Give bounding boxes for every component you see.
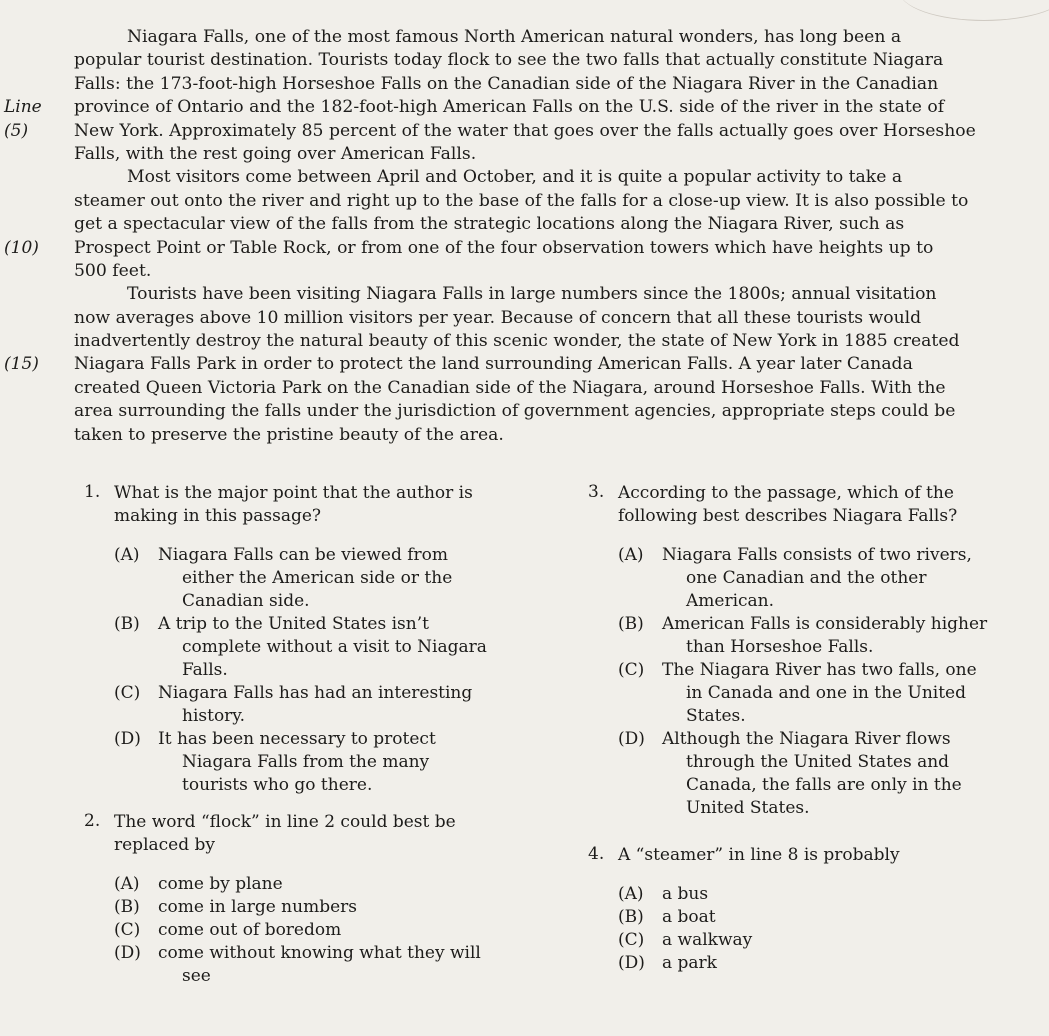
passage-line-text: New York. Approximately 85 percent of the water that goes over the falls actually goes over Horseshoe xyxy=(74,120,976,141)
page-corner-decoration xyxy=(899,0,1049,21)
questions-right-column xyxy=(588,482,1038,975)
line-number-marker: (15) xyxy=(4,354,39,375)
line-number-marker: Line xyxy=(4,97,42,118)
question-number: 3. xyxy=(588,482,605,502)
option-letter: (B) xyxy=(114,897,140,917)
passage-line-text: get a spectacular view of the falls from the strategic locations along the Niagara River, such as xyxy=(74,214,905,235)
option-text: American Falls is considerably higher xyxy=(662,614,988,634)
passage-line-text: Falls: the 173-foot-high Horseshoe Falls on the Canadian side of the Niagara River in the Canadian xyxy=(74,73,939,94)
passage-line xyxy=(0,143,1049,166)
option-letter: (D) xyxy=(114,943,141,963)
question-stem: A “steamer” in line 8 is probably xyxy=(618,845,900,865)
option-text: Niagara Falls from the many xyxy=(182,752,430,772)
passage-line-text: Falls, with the rest going over American Falls. xyxy=(74,143,477,164)
option-text: A trip to the United States isn’t xyxy=(158,614,429,634)
passage-line xyxy=(0,73,1049,96)
option-text: one Canadian and the other xyxy=(686,568,927,588)
passage-line-text: now averages above 10 million visitors per year. Because of concern that all these tourists would xyxy=(74,307,922,328)
answer-option xyxy=(618,952,1038,975)
question-stem: replaced by xyxy=(114,835,215,855)
answer-option xyxy=(618,728,1038,820)
questions-left-column xyxy=(84,482,534,988)
passage-line-text: Niagara Falls, one of the most famous North American natural wonders, has long been a xyxy=(127,27,902,47)
answer-option xyxy=(114,896,534,919)
question-stem: The word “flock” in line 2 could best be xyxy=(114,812,456,832)
passage-line xyxy=(0,330,1049,353)
answer-option xyxy=(618,883,1038,906)
passage-line-text: created Queen Victoria Park on the Canadian side of the Niagara, around Horseshoe Falls. With the xyxy=(74,377,946,398)
question-stem: following best describes Niagara Falls? xyxy=(618,506,958,526)
option-letter: (C) xyxy=(618,660,645,680)
passage-line-text: Prospect Point or Table Rock, or from one of the four observation towers which have heights up to xyxy=(74,237,934,258)
answer-option xyxy=(618,613,1038,659)
option-letter: (A) xyxy=(114,545,140,565)
passage-line xyxy=(0,190,1049,213)
option-text: see xyxy=(182,966,211,986)
option-text: a boat xyxy=(662,907,716,927)
option-text: a bus xyxy=(662,884,709,904)
option-letter: (B) xyxy=(114,614,140,634)
answer-options xyxy=(84,544,534,797)
option-text: The Niagara River has two falls, one xyxy=(662,660,977,680)
option-text: than Horseshoe Falls. xyxy=(686,637,874,657)
option-letter: (A) xyxy=(618,884,644,904)
option-text: through the United States and xyxy=(686,752,950,772)
question-1 xyxy=(84,482,534,797)
option-text: complete without a visit to Niagara xyxy=(182,637,487,657)
option-text: a walkway xyxy=(662,930,753,950)
answer-option xyxy=(114,544,534,613)
passage-line xyxy=(0,237,1049,260)
question-4 xyxy=(588,844,1038,975)
option-text: American. xyxy=(686,591,775,611)
option-text: history. xyxy=(182,706,246,726)
passage-line xyxy=(0,26,1049,49)
answer-option xyxy=(114,919,534,942)
answer-options xyxy=(588,883,1038,975)
option-letter: (C) xyxy=(114,920,141,940)
question-stem: According to the passage, which of the xyxy=(618,483,954,503)
passage-line xyxy=(0,213,1049,236)
option-letter: (A) xyxy=(114,874,140,894)
option-letter: (D) xyxy=(114,729,141,749)
question-2 xyxy=(84,811,534,988)
passage-line-text: province of Ontario and the 182-foot-high American Falls on the U.S. side of the river in the state of xyxy=(74,97,945,118)
option-letter: (D) xyxy=(618,953,645,973)
answer-option xyxy=(114,942,534,988)
answer-options xyxy=(588,544,1038,820)
passage-line xyxy=(0,49,1049,72)
option-text: a park xyxy=(662,953,717,973)
option-text: Niagara Falls has had an interesting xyxy=(158,683,473,703)
option-letter: (D) xyxy=(618,729,645,749)
option-text: come without knowing what they will xyxy=(158,943,481,963)
passage-line xyxy=(0,424,1049,447)
option-text: Although the Niagara River flows xyxy=(662,729,951,749)
passage-line xyxy=(0,353,1049,376)
option-text: Niagara Falls can be viewed from xyxy=(158,545,449,565)
option-letter: (C) xyxy=(618,930,645,950)
passage-line-text: inadvertently destroy the natural beauty of this scenic wonder, the state of New York in 1885 created xyxy=(74,331,960,352)
option-text: come by plane xyxy=(158,874,283,894)
option-text: Niagara Falls consists of two rivers, xyxy=(662,545,972,565)
question-stem: What is the major point that the author is xyxy=(114,483,473,503)
option-text: Canadian side. xyxy=(182,591,310,611)
passage-line xyxy=(0,400,1049,423)
answer-option xyxy=(114,728,534,797)
option-text: come out of boredom xyxy=(158,920,342,940)
option-letter: (C) xyxy=(114,683,141,703)
option-text: Canada, the falls are only in the xyxy=(686,775,962,795)
answer-options xyxy=(84,873,534,988)
line-number-marker: (5) xyxy=(4,120,29,141)
option-text: Falls. xyxy=(182,660,228,680)
option-text: States. xyxy=(686,706,746,726)
passage-line xyxy=(0,307,1049,330)
passage-line xyxy=(0,166,1049,189)
answer-option xyxy=(618,906,1038,929)
question-number: 4. xyxy=(588,844,605,864)
option-letter: (B) xyxy=(618,907,644,927)
passage-line-text: 500 feet. xyxy=(74,260,152,281)
answer-option xyxy=(114,613,534,682)
passage-line xyxy=(0,283,1049,306)
answer-option xyxy=(618,929,1038,952)
answer-option xyxy=(114,682,534,728)
passage-line-text: Tourists have been visiting Niagara Falls in large numbers since the 1800s; annual visitation xyxy=(127,284,937,305)
option-text: United States. xyxy=(686,798,810,818)
answer-option xyxy=(114,873,534,896)
option-letter: (A) xyxy=(618,545,644,565)
reading-passage xyxy=(0,26,1049,447)
passage-line-text: area surrounding the falls under the jurisdiction of government agencies, appropriate steps could be xyxy=(74,401,956,422)
passage-line-text: Most visitors come between April and October, and it is quite a popular activity to take a xyxy=(127,167,903,188)
option-text: either the American side or the xyxy=(182,568,453,588)
question-number: 1. xyxy=(84,482,101,502)
passage-line xyxy=(0,120,1049,143)
option-text: in Canada and one in the United xyxy=(686,683,966,703)
passage-line xyxy=(0,377,1049,400)
option-text: come in large numbers xyxy=(158,897,357,917)
answer-option xyxy=(618,659,1038,728)
option-letter: (B) xyxy=(618,614,644,634)
passage-line-text: steamer out onto the river and right up to the base of the falls for a close-up view. It is also possible to xyxy=(74,190,969,211)
option-text: It has been necessary to protect xyxy=(158,729,436,749)
passage-line-text: popular tourist destination. Tourists today flock to see the two falls that actually constitute Niagara xyxy=(74,50,944,71)
question-stem: making in this passage? xyxy=(114,506,322,526)
passage-line-text: Niagara Falls Park in order to protect the land surrounding American Falls. A year later Canada xyxy=(74,354,913,375)
question-3 xyxy=(588,482,1038,820)
option-text: tourists who go there. xyxy=(182,775,373,795)
answer-option xyxy=(618,544,1038,613)
question-number: 2. xyxy=(84,811,101,831)
passage-line xyxy=(0,260,1049,283)
line-number-marker: (10) xyxy=(4,237,39,258)
passage-line-text: taken to preserve the pristine beauty of the area. xyxy=(74,424,504,445)
passage-line xyxy=(0,96,1049,119)
